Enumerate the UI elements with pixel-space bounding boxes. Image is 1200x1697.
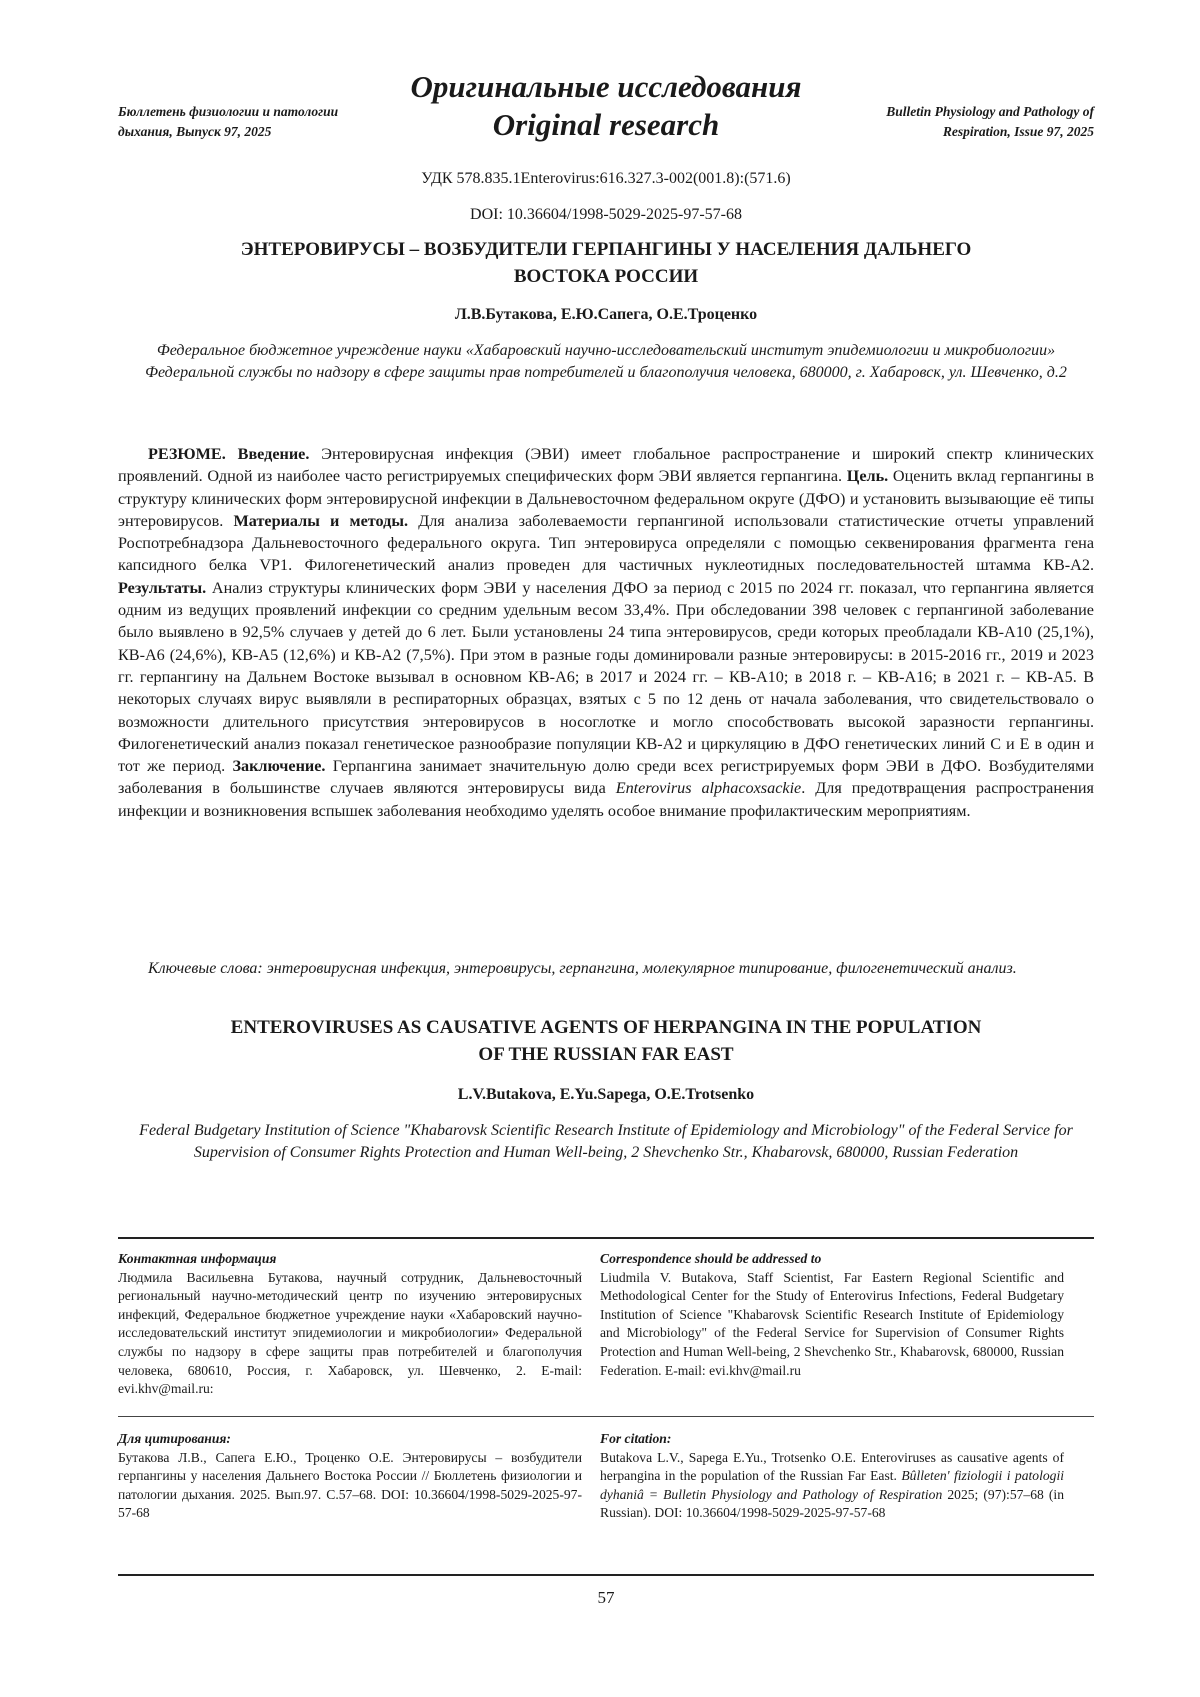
species-name: Enterovirus alphacoxsackie	[616, 779, 802, 797]
citation-ru: Для цитирования: Бутакова Л.В., Сапега Е.Ю., Троценко О.Е. Энтеровирусы – возбудители герпангины у населения Дальнего Востока России // Бюллетень физиологии и патологии дыхания. 2025. Вып.97. С.57–68. DOI: 10.36604/1998-5029-2025-97-57-68	[118, 1430, 582, 1523]
affiliation-ru: Федеральное бюджетное учреждение науки «Хабаровский научно-исследовательский институт эпидемиологии и микробиологии» Федеральной службы по надзору в сфере защиты прав потребителей и благополучия человека, 680000, г. Хабаровск, ул. Шевченко, д.2	[140, 340, 1072, 384]
article-title-en: ENTEROVIRUSES AS CAUSATIVE AGENTS OF HERPANGINA IN THE POPULATION OF THE RUSSIAN FAR EAST	[118, 1014, 1094, 1068]
abstract-ru	[118, 443, 1094, 822]
divider	[118, 1416, 1094, 1417]
udk-code: УДК 578.835.1Enterovirus:616.327.3-002(001.8):(571.6)	[118, 170, 1094, 188]
page-number: 57	[118, 1588, 1094, 1608]
running-header	[118, 68, 1094, 148]
divider	[118, 1237, 1094, 1239]
citation-en: For citation: Butakova L.V., Sapega E.Yu., Trotsenko O.E. Enteroviruses as causative agents of herpangina in the population of the Russian Far East. Bûlleten' fiziologii i patologii dyhaniâ = Bulletin Physiology and Pathology of Respiration 2025; (97):57–68 (in Russian). DOI: 10.36604/1998-5029-2025-97-57-68	[600, 1430, 1064, 1523]
journal-title-translit: Bûlleten' fiziologii i patologii dyhaniâ = Bulletin Physiology and Pathology of Respiration	[600, 1468, 1064, 1502]
section-heading	[368, 68, 844, 144]
abstract-paragraph: РЕЗЮМЕ. Введение. Энтеровирусная инфекция (ЭВИ) имеет глобальное распространение и широкий спектр клинических проявлений. Одной из наиболее часто регистрируемых специфических форм ЭВИ является герпангина. Цель. Оценить вклад герпангины в структуру клинических форм энтеровирусной инфекции в Дальневосточном федеральном округе (ДФО) и установить вызывающие её типы энтеровирусов. Материалы и методы. Для анализа заболеваемости герпангиной использовали статистические отчеты управлений Роспотребнадзора Дальневосточного федерального округа. Тип энтеровируса определяли с помощью секвенирования фрагмента гена капсидного белка VP1. Филогенетический анализ проведен для частичных нуклеотидных последовательностей штамма КВ-А2. Результаты. Анализ структуры клинических форм ЭВИ у населения ДФО за период с 2015 по 2024 гг. показал, что герпангина является одним из ведущих проявлений инфекции со средним удельным весом 33,4%. При обследовании 398 человек с герпангиной заболевание было выявлено в 92,5% случаев у детей до 6 лет. Были установлены 24 типа энтеровирусов, среди которых преобладали КВ-А10 (25,1%), КВ-А6 (24,6%), КВ-А5 (12,6%) и КВ-А2 (7,5%). При этом в разные годы доминировали разные энтеровирусы: в 2015-2016 гг., 2019 и 2023 гг. герпангину на Дальнем Востоке вызывал в основном КВ-А6; в 2017 и 2024 гг. – КВ-А10; в 2018 г. – КВ-А16; в 2021 г. – КВ-А5. В некоторых случаях вирус выявляли в респираторных образцах, взятых с 5 по 12 день от начала заболевания, что свидетельствовало о возможности длительного присутствия энтеровирусов в носоглотке и могло способствовать высокой заразности герпангины. Филогенетический анализ показал генетическое разнообразие популяции КВ-А2 и циркуляцию в ДФО генетических линий С и Е в один и тот же период. Заключение. Герпангина занимает значительную долю среди всех регистрируемых форм ЭВИ в ДФО. Возбудителями заболевания в большинстве случаев являются энтеровирусы вида Enterovirus alphacoxsackie. Для предотвращения распространения инфекции и возникновения вспышек заболевания необходимо уделять особое внимание профилактическим мероприятиям.	[118, 443, 1094, 822]
contact-info-ru: Контактная информация Людмила Васильевна Бутакова, научный сотрудник, Дальневосточный региональный научно-методический центр по изучению энтеровирусных инфекций, Федеральное бюджетное учреждение науки «Хабаровский научно-исследовательский институт эпидемиологии и микробиологии» Федеральной службы по надзору в сфере защиты прав потребителей и благополучия человека, 680610, Россия, г. Хабаровск, ул. Шевченко, 2. E-mail: evi.khv@mail.ru:	[118, 1250, 582, 1399]
authors-ru: Л.В.Бутакова, Е.Ю.Сапега, О.Е.Троценко	[118, 306, 1094, 324]
article-title-ru: ЭНТЕРОВИРУСЫ – ВОЗБУДИТЕЛИ ГЕРПАНГИНЫ У НАСЕЛЕНИЯ ДАЛЬНЕГО ВОСТОКА РОССИИ	[118, 236, 1094, 290]
contact-info-en: Correspondence should be addressed to Liudmila V. Butakova, Staff Scientist, Far Eastern Regional Scientific and Methodological Center for the Study of Enterovirus Infections, Federal Budgetary Institution of Science "Khabarovsk Scientific Research Institute of Epidemiology and Microbiology" of the Federal Service for Supervision of Consumer Rights Protection and Human Well-being, 2 Shevchenko Str., Khabarovsk, 680000, Russian Federation. E-mail: evi.khv@mail.ru	[600, 1250, 1064, 1380]
journal-name-en: Bulletin Physiology and Pathology of Respiration, Issue 97, 2025	[794, 102, 1094, 142]
doi: DOI: 10.36604/1998-5029-2025-97-57-68	[118, 206, 1094, 224]
section-heading-ru: Оригинальные исследования	[368, 68, 844, 106]
divider	[118, 1574, 1094, 1576]
section-heading-en: Original research	[368, 106, 844, 144]
affiliation-en: Federal Budgetary Institution of Science "Khabarovsk Scientific Research Institute of Epidemiology and Microbiology" of the Federal Service for Supervision of Consumer Rights Protection and Human Well-being, 2 Shevchenko Str., Khabarovsk, 680000, Russian Federation	[118, 1120, 1094, 1164]
article-page	[0, 0, 1200, 1697]
authors-en: L.V.Butakova, E.Yu.Sapega, O.E.Trotsenko	[118, 1086, 1094, 1104]
keywords-ru: Ключевые слова: энтеровирусная инфекция, энтеровирусы, герпангина, молекулярное типирование, филогенетический анализ.	[118, 958, 1094, 980]
journal-name-ru: Бюллетень физиологии и патологии дыхания, Выпуск 97, 2025	[118, 102, 418, 142]
